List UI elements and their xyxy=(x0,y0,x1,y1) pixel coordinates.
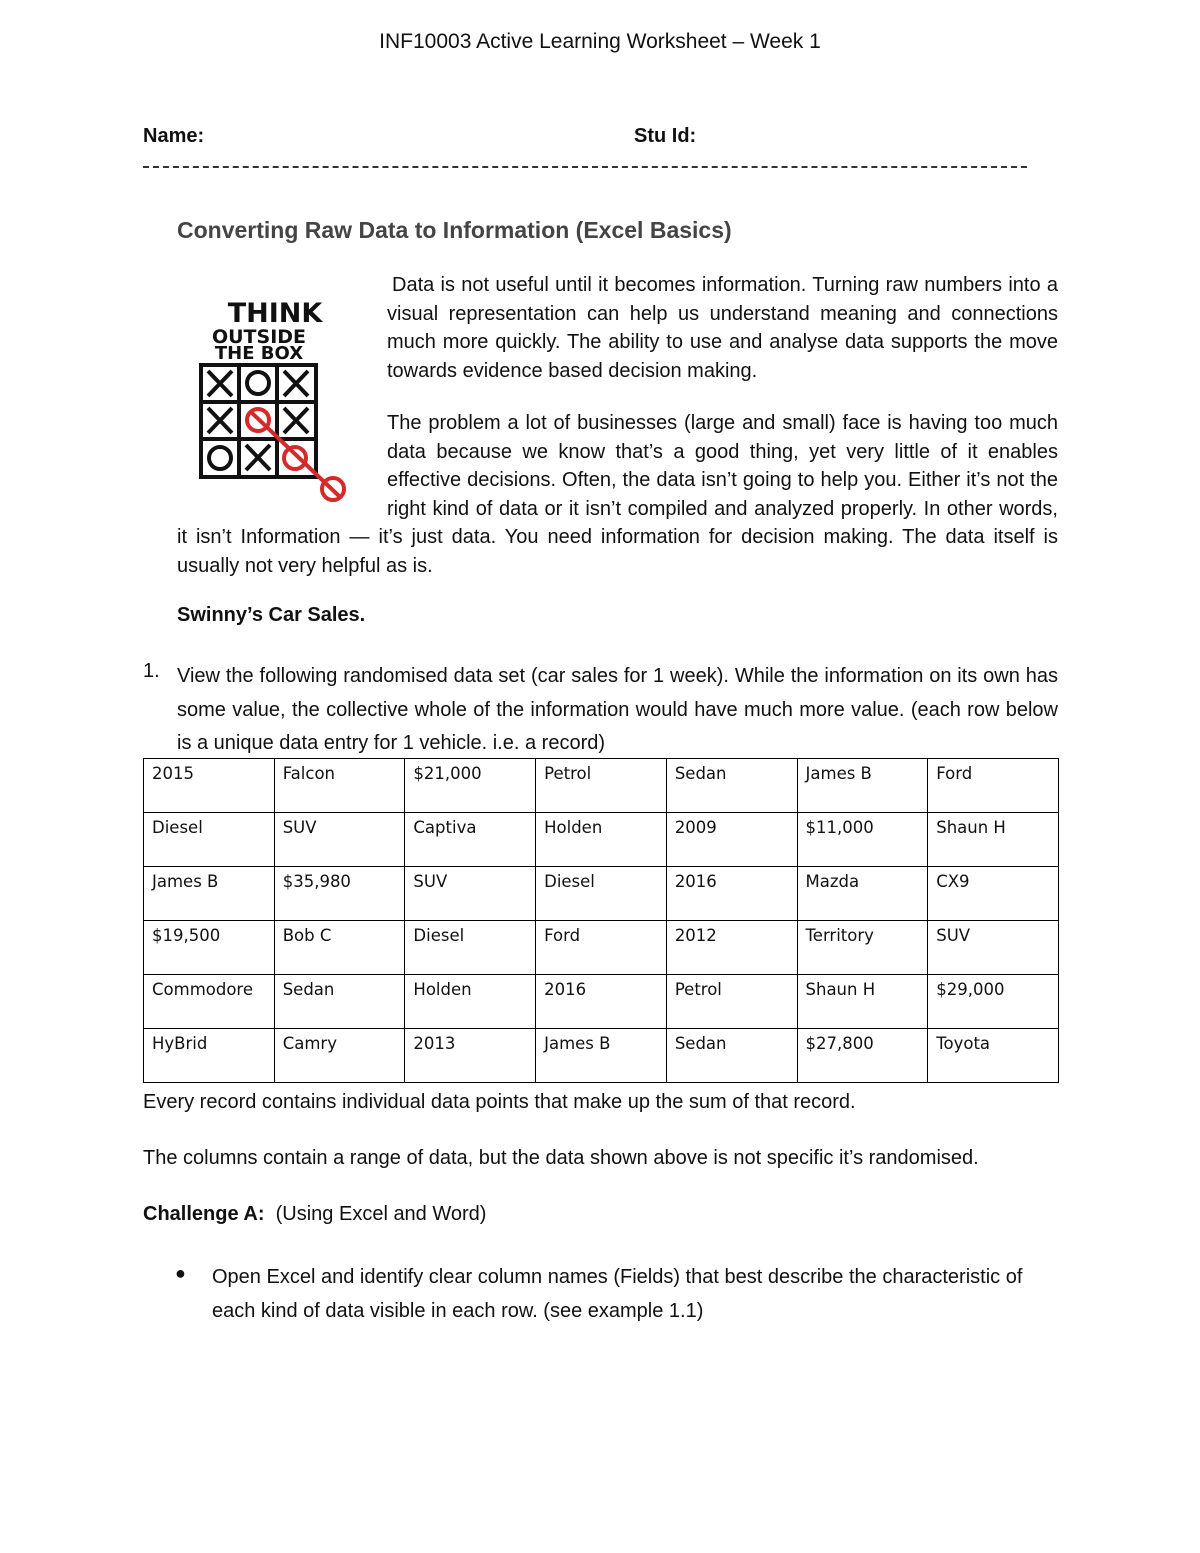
table-row xyxy=(144,1029,1059,1083)
columns-note: The columns contain a range of data, but the data shown above is not specific it’s randomised. xyxy=(143,1147,979,1169)
table-cell: 2013 xyxy=(405,1029,536,1083)
table-cell: SUV xyxy=(928,921,1059,975)
table-cell: Holden xyxy=(536,813,667,867)
table-cell: Ford xyxy=(928,759,1059,813)
table-cell: Sedan xyxy=(274,975,405,1029)
section-heading: Converting Raw Data to Information (Excel Basics) xyxy=(177,217,732,243)
page-title: INF10003 Active Learning Worksheet – Week 1 xyxy=(379,30,821,53)
table-cell: Sedan xyxy=(666,1029,797,1083)
car-sales-table xyxy=(143,758,1059,1083)
table-cell: Mazda xyxy=(797,867,928,921)
logo-the-box-text: THE BOX xyxy=(214,343,304,364)
table-row xyxy=(144,813,1059,867)
table-cell: $35,980 xyxy=(274,867,405,921)
table-cell: Territory xyxy=(797,921,928,975)
dashed-divider xyxy=(143,166,1027,168)
logo-outside-text: OUTSIDE xyxy=(211,326,307,348)
table-cell: SUV xyxy=(405,867,536,921)
table-cell: Diesel xyxy=(536,867,667,921)
table-cell: Sedan xyxy=(666,759,797,813)
table-cell: Shaun H xyxy=(928,813,1059,867)
challenge-heading xyxy=(143,1203,486,1226)
table-row xyxy=(144,759,1059,813)
table-cell: $27,800 xyxy=(797,1029,928,1083)
table-cell: James B xyxy=(797,759,928,813)
table-cell: James B xyxy=(536,1029,667,1083)
table-cell: Falcon xyxy=(274,759,405,813)
table-cell: 2016 xyxy=(536,975,667,1029)
name-label: Name: xyxy=(143,125,205,147)
record-note: Every record contains individual data points that make up the sum of that record. xyxy=(143,1091,856,1113)
table-cell: 2016 xyxy=(666,867,797,921)
table-cell: Captiva xyxy=(405,813,536,867)
table-cell: $19,500 xyxy=(144,921,275,975)
table-cell: Ford xyxy=(536,921,667,975)
table-row xyxy=(144,975,1059,1029)
table-cell: $29,000 xyxy=(928,975,1059,1029)
intro-paragraph-1: Data is not useful until it becomes information. Turning raw numbers into a visual representation can help us understand meaning and connections much more quickly. The ability to use and analyse data supports the move towards evidence based decision making. xyxy=(387,274,1058,382)
table-cell: Holden xyxy=(405,975,536,1029)
table-cell: Petrol xyxy=(666,975,797,1029)
question-text: View the following randomised data set (car sales for 1 week). While the information on its own has some value, the collective whole of the information would have much more value. (each row below is a unique data entry for 1 vehicle. i.e. a record) xyxy=(177,665,1058,754)
table-cell: Bob C xyxy=(274,921,405,975)
table-row xyxy=(144,867,1059,921)
logo-think-text: THINK xyxy=(227,298,323,329)
table-cell: SUV xyxy=(274,813,405,867)
table-cell: Petrol xyxy=(536,759,667,813)
table-cell: HyBrid xyxy=(144,1029,275,1083)
stu-id-label: Stu Id: xyxy=(634,125,697,147)
intro-paragraph-2: The problem a lot of businesses (large and small) face is having too much data because we know that’s a good thing, yet very little of it enables effective decisions. Often, the data isn’t going to help you. Either it’s not the right kind of data or it isn’t compiled and analyzed properly. In other words, it isn’t Information — it’s just data. You need information for decision making. The data itself is usually not very helpful as is. xyxy=(177,412,1058,577)
table-cell: $21,000 xyxy=(405,759,536,813)
table-cell: Toyota xyxy=(928,1029,1059,1083)
table-cell: Shaun H xyxy=(797,975,928,1029)
table-cell: James B xyxy=(144,867,275,921)
table-cell: 2015 xyxy=(144,759,275,813)
table-cell: $11,000 xyxy=(797,813,928,867)
question-number: 1. xyxy=(143,660,160,682)
bullet-icon: ● xyxy=(175,1263,186,1283)
challenge-detail: (Using Excel and Word) xyxy=(275,1203,487,1225)
challenge-label: Challenge A: xyxy=(143,1203,265,1225)
table-row xyxy=(144,921,1059,975)
table-cell: 2009 xyxy=(666,813,797,867)
intro-paragraph-2-wrapper xyxy=(177,409,1058,580)
challenge-bullet-text: Open Excel and identify clear column names (Fields) that best describe the characteristic of each kind of data visible in each row. (see example 1.1) xyxy=(212,1266,1023,1322)
table-cell: CX9 xyxy=(928,867,1059,921)
table-cell: Commodore xyxy=(144,975,275,1029)
subheading: Swinny’s Car Sales. xyxy=(177,604,366,626)
table-cell: Camry xyxy=(274,1029,405,1083)
table-cell: Diesel xyxy=(144,813,275,867)
table-cell: 2012 xyxy=(666,921,797,975)
table-cell: Diesel xyxy=(405,921,536,975)
